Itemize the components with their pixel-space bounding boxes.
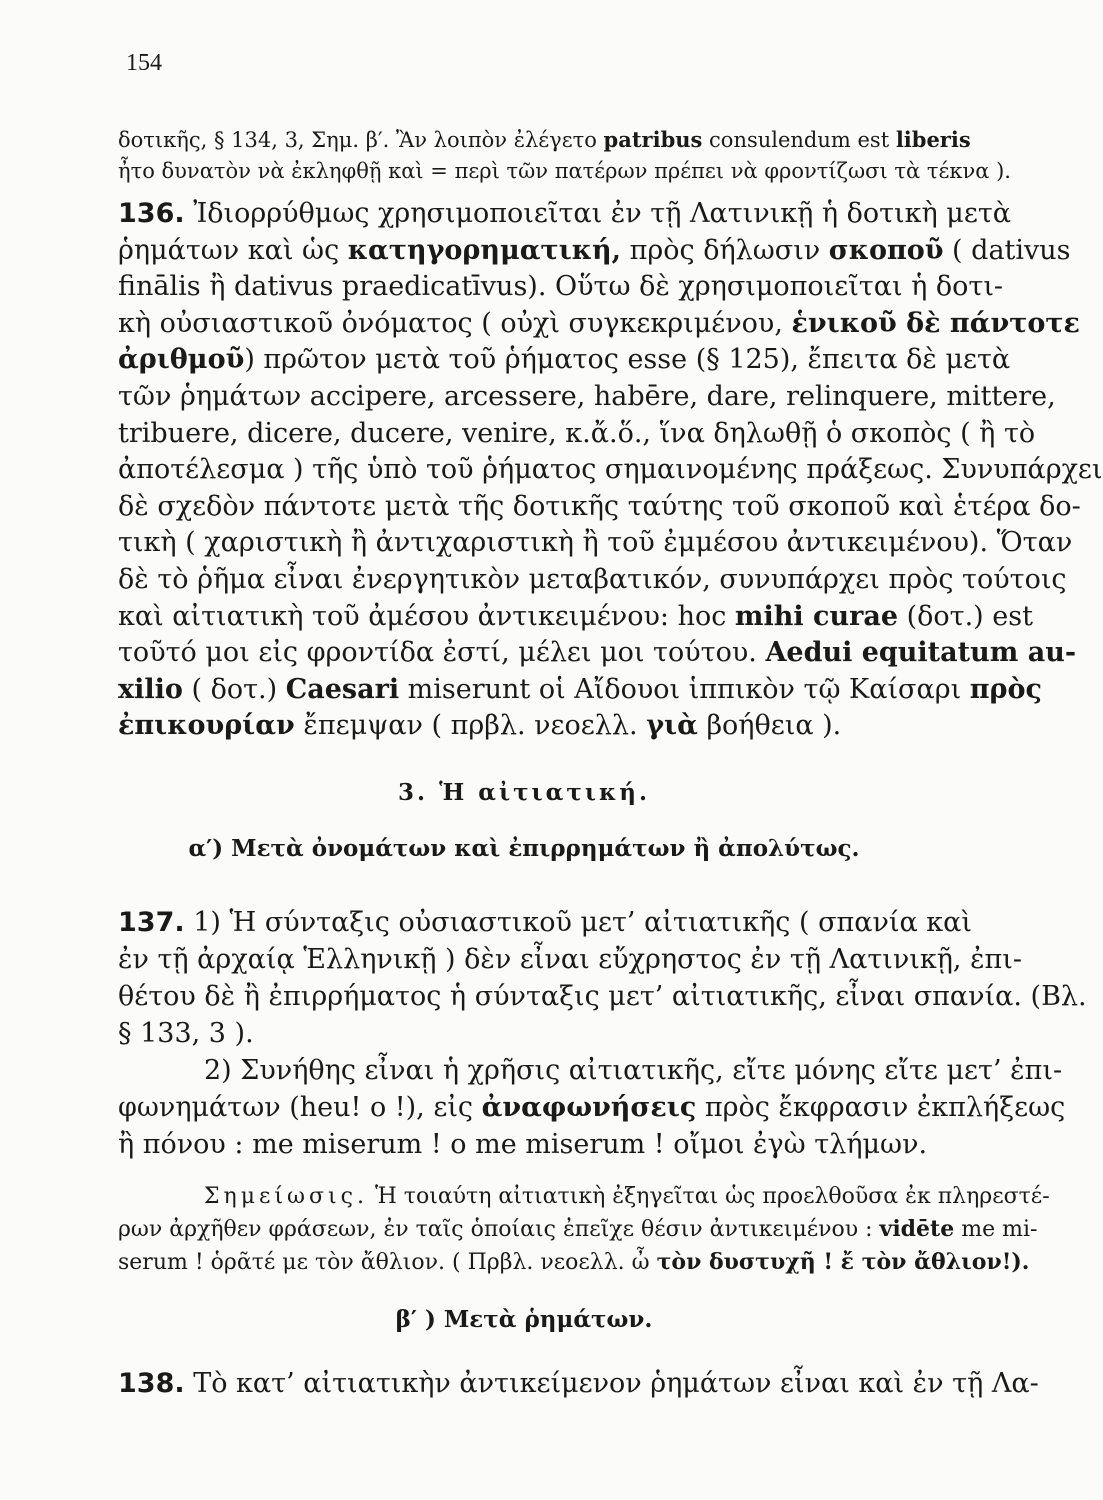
bold-text: κατηγορηματική,: [347, 234, 622, 266]
bold-text: patribus: [603, 127, 703, 152]
bold-text: σκοποῦ: [828, 234, 944, 266]
text-line: ἀποτέλεσμα ) τῆς ὑπὸ τοῦ ῥήματος σημαινομένης πράξεως. Συνυπάρχει: [118, 454, 1103, 486]
text-line: ἦτο δυνατὸν νὰ ἐκληφθῇ καὶ = περὶ τῶν πατέρων πρέπει νὰ φροντίζωσι τὰ τέκνα ).: [118, 159, 1011, 183]
bold-text: γιὰ: [646, 710, 698, 742]
text: ) πρῶτον μετὰ τοῦ ῥήματος esse (§ 125), ἔπειτα δὲ μετὰ: [244, 344, 1011, 376]
text: ( dativus: [943, 234, 1071, 266]
bold-text: vidēte: [879, 1216, 955, 1242]
bold-text: ἑνικοῦ δὲ πάντοτε: [791, 307, 1080, 339]
section-number: 137.: [118, 907, 185, 938]
text: πρὸς ἔκφρασιν ἐκπλήξεως: [696, 1092, 1066, 1123]
text: Τὸ κατ’ αἰτιατικὴν ἀντικείμενον ῥημάτων εἶναι καὶ ἐν τῇ Λα-: [184, 1368, 1039, 1399]
paragraph-137-part-2: [118, 1052, 1066, 1163]
bold-text: liberis: [895, 127, 971, 152]
text-line: ἐν τῇ ἀρχαίᾳ Ἑλληνικῇ ) δὲν εἶναι εὔχρηστος ἐν τῇ Λατινικῇ, ἐπι-: [118, 944, 1023, 975]
text: consulendum est: [702, 128, 896, 152]
text-line: δὲ σχεδὸν πάντοτε μετὰ τῆς δοτικῆς ταύτης τοῦ σκοποῦ καὶ ἑτέρα δο-: [118, 490, 1081, 522]
paragraph-137: [118, 904, 1087, 1052]
section-number: 136.: [118, 198, 185, 229]
text: καὶ αἰτιατικὴ τοῦ ἀμέσου ἀντικειμένου: hoc: [118, 600, 735, 632]
text: τοῦτό μοι εἰς φροντίδα ἐστί, μέλει μοι τούτου.: [118, 637, 766, 669]
bold-text: τὸν δυστυχῆ ! ἔ τὸν ἄθλιον!).: [656, 1249, 1030, 1275]
text: 1) Ἡ σύνταξις οὐσιαστικοῦ μετ’ αἰτιατικῆς ( σπανία καὶ: [184, 907, 972, 938]
text: πρὸς δήλωσιν: [621, 234, 829, 266]
top-note: [118, 124, 1011, 187]
text: δοτικῆς, § 134, 3, Σημ. β′. Ἂν λοιπὸν ἐλέγετο: [118, 128, 604, 152]
remark-note: [118, 1180, 1050, 1279]
text: Ἰδιορρύθμως χρησιμοποιεῖται ἐν τῇ Λατινικῇ ἡ δοτικὴ μετὰ: [184, 198, 1011, 229]
text: miserunt οἱ Αἴδουοι ἱππικὸν τῷ Καίσαρι: [399, 673, 970, 705]
text: ῥημάτων καὶ ὡς: [118, 234, 348, 266]
subsection-heading-b: β′ ) Μετὰ ῥημάτων.: [395, 1306, 653, 1333]
bold-text: xilio: [118, 673, 183, 705]
bold-text: πρὸς: [969, 673, 1042, 705]
paragraph-138: [118, 1366, 1039, 1402]
text-line: tribuere, dicere, ducere, venire, κ.ἄ.ὅ., ἵνα δηλωθῇ ὁ σκοπὸς ( ἢ τὸ: [118, 417, 1036, 449]
bold-text: Aedui equitatum au-: [765, 637, 1077, 669]
page-number: 154: [126, 50, 162, 76]
bold-text: ἐπικουρίαν: [118, 710, 295, 742]
bold-text: ἀριθμοῦ: [118, 344, 245, 376]
text-line: τῶν ῥημάτων accipere, arcessere, habēre, dare, relinquere, mittere,: [118, 380, 1056, 412]
text: serum ! ὁρᾶτέ με τὸν ἄθλιον. ( Πρβλ. νεοελλ. ὦ: [118, 1250, 657, 1275]
text-line: 2) Συνήθης εἶναι ἡ χρῆσις αἰτιατικῆς, εἴτε μόνης εἴτε μετ’ ἐπι-: [204, 1055, 1063, 1086]
text: me mi-: [954, 1217, 1038, 1242]
text-line: δὲ τὸ ῥῆμα εἶναι ἐνεργητικὸν μεταβατικόν, συνυπάρχει πρὸς τούτοις: [118, 563, 1067, 595]
note-label: Σημείωσις.: [204, 1184, 368, 1209]
text: ( δοτ.): [182, 673, 286, 705]
text-line: θέτου δὲ ἢ ἐπιρρήματος ἡ σύνταξις μετ’ αἰτιατικῆς, εἶναι σπανία. (Βλ.: [118, 981, 1087, 1012]
subsection-heading-a: α′) Μετὰ ὀνομάτων καὶ ἐπιρρημάτων ἢ ἀπολύτως.: [188, 835, 860, 862]
section-heading-3: 3. Ἡ αἰτιατική.: [398, 779, 650, 806]
paragraph-136: [118, 196, 1103, 745]
bold-text: ἀναφωνήσεις: [481, 1092, 697, 1123]
section-number: 138.: [118, 1368, 185, 1399]
text: (δοτ.) est: [898, 600, 1033, 632]
text-line: τικὴ ( χαριστικὴ ἢ ἀντιχαριστικὴ ἢ τοῦ ἐμμέσου ἀντικειμένου). Ὅταν: [118, 527, 1073, 559]
text: βοήθεια ).: [697, 710, 842, 742]
bold-text: Caesari: [285, 673, 400, 705]
text: Ἡ τοιαύτη αἰτιατικὴ ἐξηγεῖται ὡς προελθοῦσα ἐκ πληρεστέ-: [367, 1184, 1050, 1209]
text-line: finālis ἢ dativus praedicatīvus). Οὕτω δὲ χρησιμοποιεῖται ἡ δοτι-: [118, 271, 1004, 303]
text-line: ἢ πόνου : me miserum ! o me miserum ! οἴμοι ἐγὼ τλήμων.: [118, 1129, 928, 1160]
text: ρων ἀρχῆθεν φράσεων, ἐν ταῖς ὁποίαις ἐπεῖχε θέσιν ἀντικειμένου :: [118, 1217, 880, 1242]
text: κὴ οὐσιαστικοῦ ὀνόματος ( οὐχὶ συγκεκριμένου,: [118, 307, 792, 339]
text: φωνημάτων (heu! o !), εἰς: [118, 1092, 482, 1123]
text-line: § 133, 3 ).: [118, 1018, 254, 1049]
text: ἔπεμψαν ( πρβλ. νεοελλ.: [294, 710, 647, 742]
bold-text: mihi curae: [734, 600, 899, 632]
